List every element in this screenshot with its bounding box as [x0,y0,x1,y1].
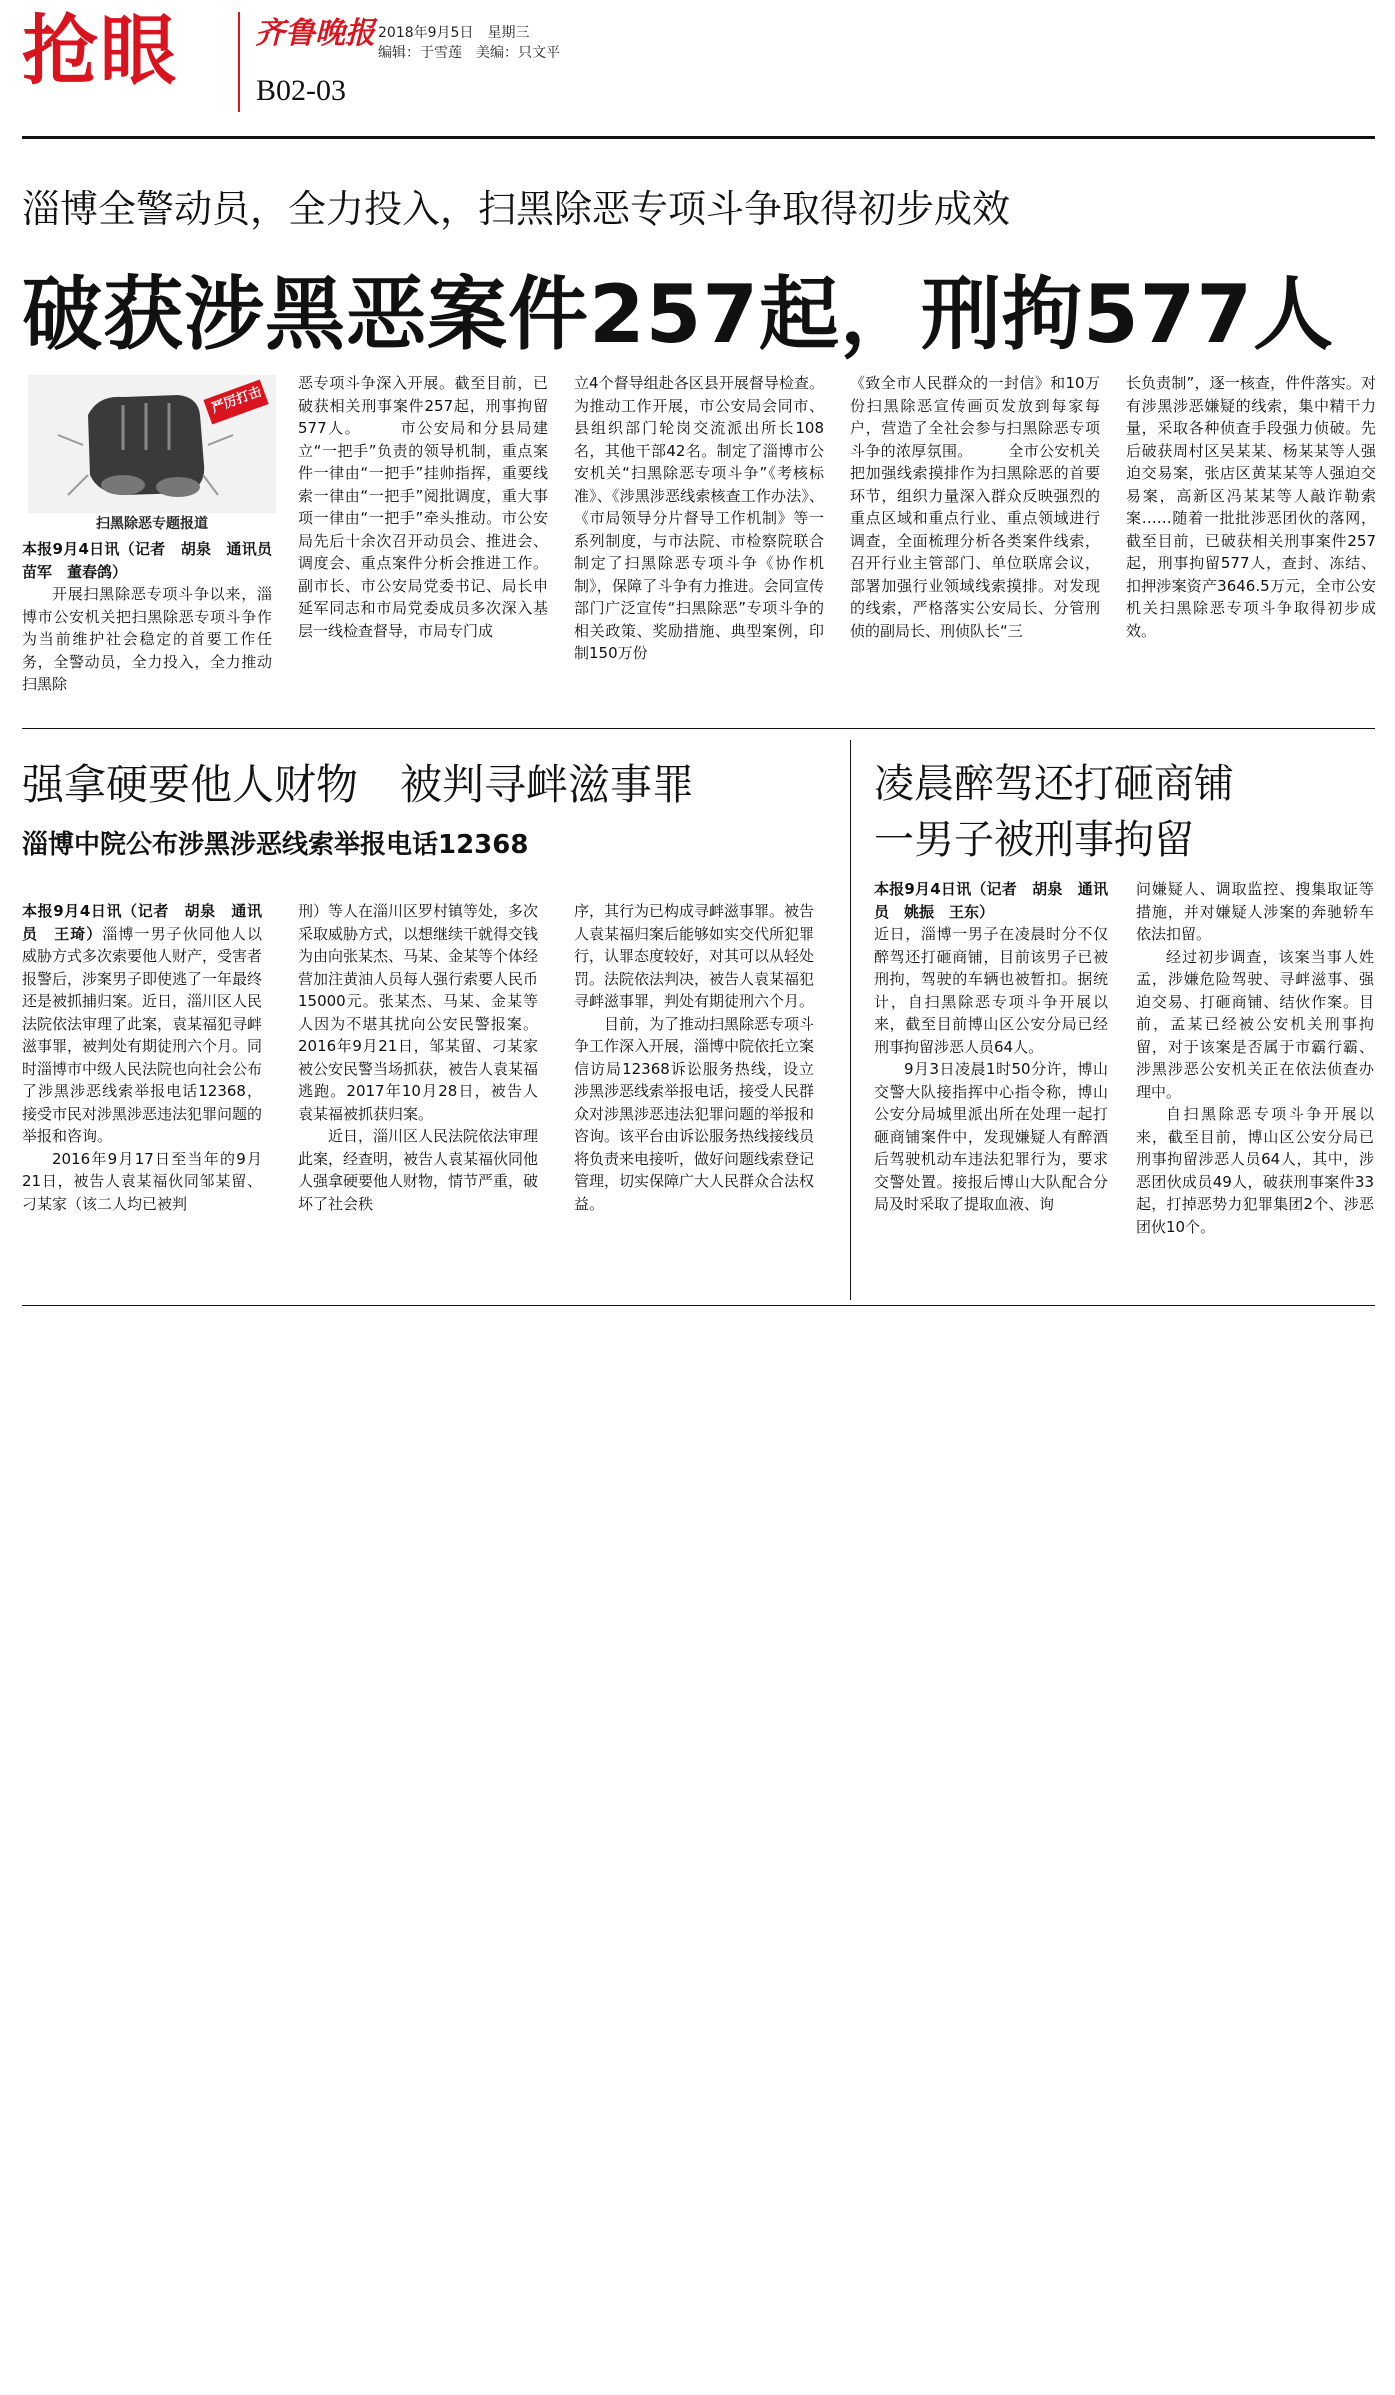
story3-column-2 [1136,878,1374,1238]
logo-tag: 严厉打击 [209,384,264,417]
header-divider [238,12,240,112]
section-rule-2 [22,1305,1375,1306]
story2-col3a: 序，其行为已构成寻衅滋事罪。被告人袁某福归案后能够如实交代所犯罪行，认罪态度较好，对其可以从轻处罚。法院依法判决，被告人袁某福犯寻衅滋事罪，判处有期徒刑六个月。 [574,902,815,1010]
lead-col5-text: 长负责制”，逐一核查，件件落实。对有涉黑涉恶嫌疑的线索，集中精干力量，采取各种侦查手段强力侦破。先后破获周村区吴某某、杨某某等人强迫交易案，张店区黄某某等人强迫交易案，高新区冯某某等人敲诈勒索案……随着一批批涉恶团伙的落网，截至目前，已破获相关刑事案件257起，刑事拘留577人，查封、冻结、扣押涉案资产3646.5万元，全市公安机关扫黑除恶专项斗争取得初步成效。 [1126,374,1376,640]
lead-byline: 本报9月4日讯（记者 胡泉 通讯员 苗军 董春鸽） [22,540,288,581]
story2-col2a: 刑）等人在淄川区罗村镇等处，多次采取威胁方式，以想继续干就得交钱为由向张某杰、马某、金某等个体经营加注黄油人员每人强行索要人民币15000元。张某杰、马某、金某等人因为不堪其扰向公安民警报案。2016年9月21日，邹某留、刁某家被公安民警当场抓获，被告人袁某福逃跑。2017年10月28日，被告人袁某福被抓获归案。 [298,902,539,1123]
story2-col2b: 近日，淄川区人民法院依法审理此案，经查明，被告人袁某福伙同他人强拿硬要他人财物，情节严重，破坏了社会秩 [298,1127,539,1213]
lead-headline: 破获涉黑恶案件257起，刑拘577人 [22,268,1334,361]
story3-col2c: 自扫黑除恶专项斗争开展以来，截至目前，博山区公安分局已刑事拘留涉恶人员64人，其中，涉恶团伙成员49人，破获刑事案件33起，打掉恶势力犯罪集团2个、涉恶团伙10个。 [1136,1105,1374,1236]
column-logo [28,375,276,513]
section-rule-1 [22,728,1375,729]
column-divider [850,740,851,1300]
story2-column-2 [298,900,538,1215]
lead-kicker: 淄博全警动员，全力投入，扫黑除恶专项斗争取得初步成效 [22,187,1011,231]
lead-col1-text: 开展扫黑除恶专项斗争以来，淄博市公安机关把扫黑除恶专项斗争作为当前维护社会稳定的首要工作任务，全警动员，全力投入，全力推动扫黑除 [22,585,272,693]
lead-column-1 [22,538,288,696]
story2-column-3 [574,900,814,1215]
lead-column-2 [298,372,548,642]
story2-subtitle: 淄博中院公布涉黑涉恶线索举报电话12368 [22,830,529,860]
story2-byline: 本报9月4日讯（记者 胡泉 通讯员 王琦） [22,902,262,943]
story3-title-line1: 凌晨醉驾还打砸商铺 [874,761,1234,807]
story3-byline: 本报9月4日讯（记者 胡泉 通讯员 姚振 王东） [874,880,1108,921]
story3-col2a: 问嫌疑人、调取监控、搜集取证等措施，并对嫌疑人涉案的奔驰轿车依法扣留。 [1136,880,1374,943]
story2-title: 强拿硬要他人财物 被判寻衅滋事罪 [22,760,695,809]
lead-col4-text: 《致全市人民群众的一封信》和10万份扫黑除恶宣传画页发放到每家每户，营造了全社会参与扫黑除恶专项斗争的浓厚氛围。 全市公安机关把加强线索摸排作为扫黑除恶的首要环节，组织力量深入群众反映强烈的重点区域和重点行业、重点领域进行调查，全面梳理分析各类案件线索，召开行业主管部门、单位联席会议，部署加强行业领域线索摸排。对发现的线索，严格落实公安局长、分管刑侦的副局长、刑侦队长“三 [850,374,1100,640]
issue-date: 2018年9月5日 星期三 [378,25,530,41]
section-title: 抢眼 [22,6,178,95]
story2-column-1 [22,900,262,1215]
story3-column-1 [874,878,1108,1216]
lead-col3-text: 立4个督导组赴各区县开展督导检查。为推动工作开展，市公安局会同市、县组织部门轮岗交流派出所长108名，其他干部42名。制定了淄博市公安机关“扫黑除恶专项斗争”《考核标准》、《涉黑涉恶线索核查工作办法》、《市局领导分片督导工作机制》等一系列制度，与市法院、市检察院联合制定了扫黑除恶专项斗争《协作机制》，保障了斗争有力推进。会同宣传部门广泛宣传“扫黑除恶”专项斗争的相关政策、奖励措施、典型案例，印制150万份 [574,374,824,662]
header-rule [22,136,1375,139]
story2-col3b: 目前，为了推动扫黑除恶专项斗争工作深入开展，淄博中院依托立案信访局12368诉讼服务热线，设立涉黑涉恶线索举报电话，接受人民群众对涉黑涉恶违法犯罪问题的举报和咨询。该平台由诉讼服务热线接线员将负责来电接听，做好问题线索登记管理，切实保障广大人民群众合法权益。 [574,1014,815,1213]
story3-col2b: 经过初步调查，该案当事人姓孟，涉嫌危险驾驶、寻衅滋事、强迫交易、打砸商铺、结伙作案。目前，孟某已经被公安机关刑事拘留，对于该案是否属于市霸行霸、涉黑涉恶公安机关正在依法侦查办理中。 [1136,947,1374,1101]
story2-col1a: 淄博一男子伙同他人以威胁方式多次索要他人财产，受害者报警后，涉案男子即使逃了一年最终还是被抓捕归案。近日，淄川区人民法院依法审理了此案，袁某福犯寻衅滋事罪，被判处有期徒刑六个月。同时淄博市中级人民法院也向社会公布了涉黑涉恶线索举报电话12368，接受市民对涉黑涉恶违法犯罪问题的举报和咨询。 [22,924,263,1145]
story3-title-line2: 一男子被刑事拘留 [874,817,1194,863]
page-number: B02-03 [256,74,346,107]
story2-col1b: 2016年9月17日至当年的9月21日，被告人袁某福伙同邹某留、刁某家（该二人均已被判 [22,1149,262,1213]
lead-column-5 [1126,372,1376,642]
paper-name: 齐鲁晚报 [255,16,375,51]
editor-credit: 编辑：于雪莲 美编：只文平 [378,45,560,61]
lead-column-4 [850,372,1100,642]
story3-col1a: 近日，淄博一男子在凌晨时分不仅醉驾还打砸商铺，目前该男子已被刑拘，驾驶的车辆也被暂扣。据统计，自扫黑除恶专项斗争开展以来，截至目前博山区公安分局已经刑事拘留涉恶人员64人。 [874,925,1108,1056]
story3-col1b: 9月3日凌晨1时50分许，博山交警大队接指挥中心指令称，博山公安分局城里派出所在处理一起打砸商铺案件中，发现嫌疑人有醉酒后驾驶机动车违法犯罪行为，要求交警处置。接报后博山大队配合分局及时采取了提取血液、询 [874,1060,1108,1213]
lead-column-3 [574,372,824,665]
logo-caption: 扫黑除恶专题报道 [96,516,208,532]
lead-col2-text: 恶专项斗争深入开展。截至目前，已破获相关刑事案件257起，刑事拘留577人。 市公安局和分县局建立“一把手”负责的领导机制，重点案件一律由“一把手”挂帅指挥，重要线索一律由“一把手”阅批调度，重大事项一律由“一把手”牵头推动。市公安局先后十余次召开动员会、推进会、调度会、重点案件分析会推进工作。副市长、市公安局党委书记、局长申延军同志和市局党委成员多次深入基层一线检查督导，市局专门成 [298,374,548,640]
